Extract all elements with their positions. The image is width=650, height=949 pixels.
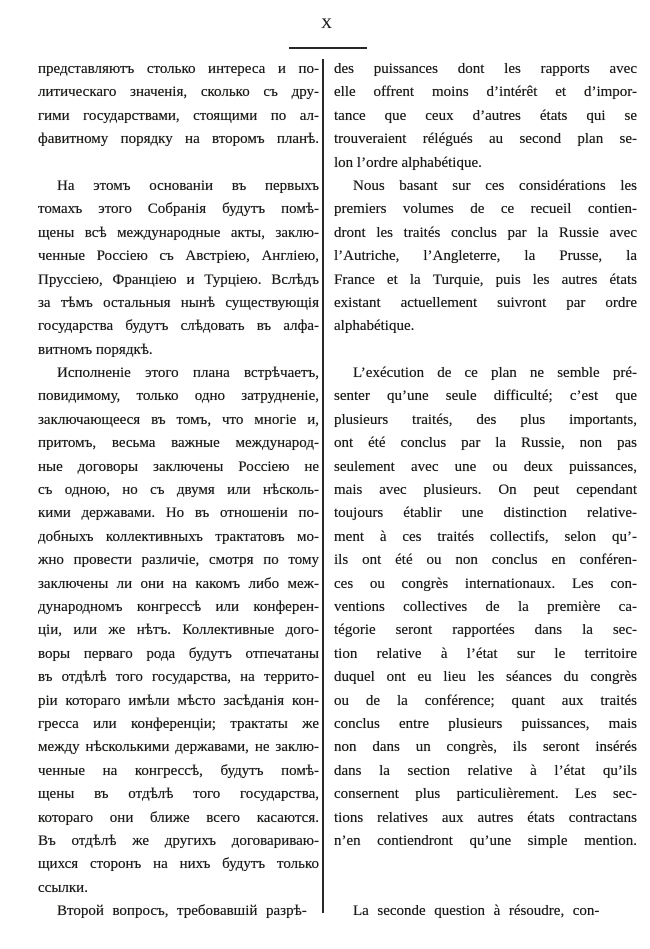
text-line: повидимому, только одно затрудненіе, (38, 388, 319, 405)
text-line: L’exécution de ce plan ne semble pré- (353, 365, 637, 382)
text-line: ont été conclus par la Russie, non pas (334, 435, 637, 452)
text-line: dans la section relative à l’état qu’ils (334, 762, 637, 779)
text-line: ные договоры заключены Россіею не (38, 458, 319, 475)
text-line: ment à ces traités collectifs, selon qu’- (334, 528, 637, 545)
text-line: alphabétique. (334, 318, 415, 335)
text-line: seulement avec une ou deux puissances, (334, 458, 637, 475)
text-line: Исполненіе этого плана встрѣчаетъ, (57, 365, 319, 382)
text-line: tion relative à l’état sur le territoire (334, 645, 637, 662)
text-line: premiers volumes de ce recueil contien- (334, 201, 637, 218)
text-line: съ одною, но съ двумя или нѣсколь- (38, 482, 319, 499)
text-line: томахъ этого Собранія будутъ помѣ- (38, 201, 319, 218)
text-line: за тѣмъ остальныя нынѣ существующія (38, 294, 319, 311)
text-line: plusieurs traités, des plus importants, (334, 411, 637, 428)
text-line: France et la Turquie, puis les autres états (334, 271, 637, 288)
text-line: Nous basant sur ces considérations les (353, 177, 637, 194)
text-line: гресса или конференціи; трактаты же (38, 715, 319, 732)
text-line: duquel ont eu lieu les séances du congrès (334, 669, 637, 686)
text-line: притомъ, весьма важные международ- (38, 435, 319, 452)
text-line: tégorie seront rapportées dans la sec- (334, 622, 637, 639)
text-line: La seconde question à résoudre, con- (353, 903, 600, 920)
text-line: lon l’ordre alphabétique. (334, 154, 482, 171)
text-line: заключающееся въ томъ, что многіе и, (38, 411, 319, 428)
paragraph (334, 362, 637, 853)
paragraph (38, 900, 319, 923)
paragraph (334, 900, 637, 923)
column-french-text (334, 58, 637, 923)
text-line: котораго они ближе всего касаются. (38, 809, 319, 826)
text-line: ченные Россіею съ Австріею, Англіею, (38, 248, 319, 265)
text-line: elle offrent moins d’intérêt et d’impor- (334, 84, 637, 101)
text-line: existant actuellement suivront par ordre (334, 294, 637, 311)
text-line: На этомъ основаніи въ первыхъ (57, 177, 319, 194)
paragraph (38, 175, 319, 362)
page-number: X (321, 16, 333, 32)
text-line: tance que ceux d’autres états qui se (334, 107, 637, 124)
text-line: senter qu’une seule difficulté; c’est que (334, 388, 637, 405)
text-line: щены всѣ международные акты, заклю- (38, 224, 319, 241)
text-line: ils ont été ou non conclus en conféren- (334, 552, 637, 569)
text-line: кими державами. Но въ отношеніи по- (38, 505, 319, 522)
text-line: ventions collectives de la première ca- (334, 598, 637, 615)
text-line: ou de la conférence; quant aux traités (334, 692, 637, 709)
text-line: consernent plus particulièrement. Les sec- (334, 786, 637, 803)
text-line: воры перваго рода будутъ отпечатаны (38, 645, 319, 662)
text-line: ссылки. (38, 879, 88, 896)
text-line: между нѣсколькими державами, не заклю- (38, 739, 319, 756)
text-line: des puissances dont les rapports avec (334, 61, 637, 77)
text-line: Въ отдѣлѣ же другихъ договариваю- (38, 832, 319, 849)
text-line: non dans un congrès, ils seront insérés (334, 739, 637, 756)
paragraph (38, 58, 319, 152)
text-line: заключены ли они на какомъ либо меж- (38, 575, 319, 592)
text-line: литическаго значенія, сколько съ дру- (38, 84, 319, 101)
text-line: ces ou congrès internationaux. Les con- (334, 575, 637, 592)
text-line: добныхъ коллективныхъ трактатовъ мо- (38, 528, 319, 545)
paragraph (38, 362, 319, 900)
text-line: представляютъ столько интереса и по- (38, 61, 319, 77)
text-line: mais avec plusieurs. On peut cependant (334, 482, 637, 499)
text-line: витномъ порядкѣ. (38, 341, 153, 358)
text-line: Второй вопросъ, требовавшій разрѣ- (57, 903, 307, 920)
paragraph (334, 175, 637, 339)
text-line: фавитному порядку на второмъ планѣ. (38, 131, 319, 148)
text-line: щихся сторонъ на нихъ будутъ только (38, 856, 319, 873)
text-line: tions relatives aux autres états contractans (334, 809, 637, 826)
header-rule (289, 47, 367, 49)
text-line: l’Autriche, l’Angleterre, la Prusse, la (334, 248, 637, 265)
text-line: дународномъ конгрессѣ или конферен- (38, 598, 319, 615)
text-line: ріи котораго имѣли мѣсто засѣданія кон- (38, 692, 319, 709)
text-line: щены въ отдѣлѣ того государства, (38, 786, 319, 803)
column-russian-text (38, 58, 319, 923)
column-divider (322, 59, 324, 913)
text-line: conclus entre plusieurs puissances, mais (334, 715, 637, 732)
text-line: государства будутъ слѣдовать въ алфа- (38, 318, 319, 335)
text-line: n’en contiendront qu’une simple mention. (334, 832, 637, 849)
text-line: dront les traités conclus par la Russie avec (334, 224, 637, 241)
text-line: ченные на конгрессѣ, будутъ помѣ- (38, 762, 319, 779)
text-line: trouveraient rélégués au second plan se- (334, 131, 637, 148)
text-line: Пруссіею, Франціею и Турціею. Вслѣдъ (38, 271, 319, 288)
paragraph (334, 58, 637, 175)
text-line: toujours établir une distinction relative- (334, 505, 637, 522)
text-line: жно провести различіе, смотря по тому (38, 552, 319, 569)
text-line: ціи, или же нѣтъ. Коллективные дого- (38, 622, 319, 639)
text-line: въ отдѣлѣ того государства, на террито- (38, 669, 319, 686)
text-line: гими государствами, стоящими по ал- (38, 107, 319, 124)
